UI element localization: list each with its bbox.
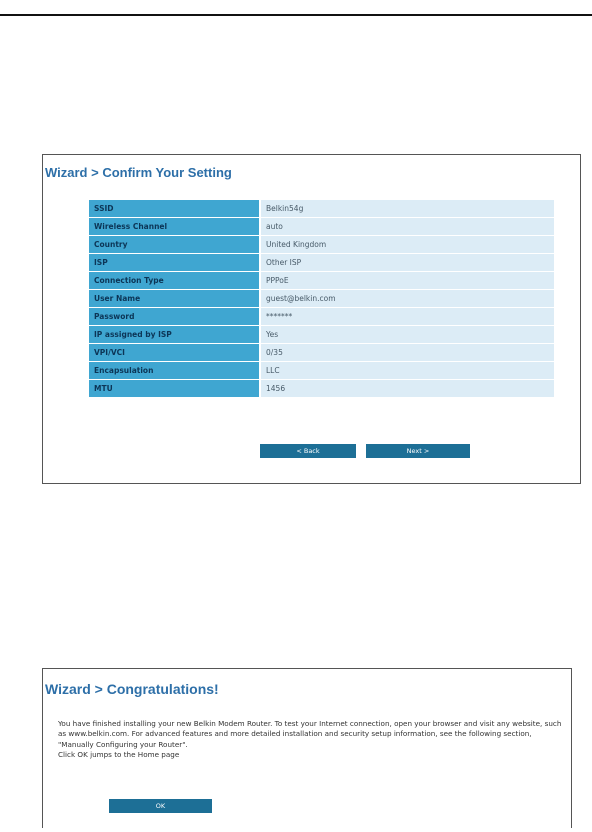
table-row-user-name [89, 290, 554, 307]
table-row-ip-assigned [89, 326, 554, 343]
row-label: IP assigned by ISP [89, 326, 259, 343]
row-value: Yes [259, 326, 554, 343]
row-label: MTU [89, 380, 259, 397]
row-label: SSID [89, 200, 259, 217]
next-button[interactable]: Next > [366, 444, 470, 458]
congrats-panel-title: Wizard > Congratulations! [45, 681, 219, 697]
table-row-encapsulation [89, 362, 554, 379]
confirm-settings-panel [42, 154, 581, 484]
table-row-ssid [89, 200, 554, 217]
ok-button[interactable]: OK [109, 799, 212, 813]
row-label: ISP [89, 254, 259, 271]
row-value: Belkin54g [259, 200, 554, 217]
congratulations-panel [42, 668, 572, 828]
row-value: LLC [259, 362, 554, 379]
page-top-rule [0, 14, 592, 16]
row-value: guest@belkin.com [259, 290, 554, 307]
table-row-mtu [89, 380, 554, 397]
table-row-password [89, 308, 554, 325]
row-label: Country [89, 236, 259, 253]
back-button[interactable]: < Back [260, 444, 356, 458]
row-value: ******* [259, 308, 554, 325]
ok-hint: Click OK jumps to the Home page [58, 750, 180, 760]
row-value: United Kingdom [259, 236, 554, 253]
row-label: Password [89, 308, 259, 325]
table-row-country [89, 236, 554, 253]
congrats-message: You have finished installing your new Belkin Modem Router. To test your Internet connection, open your browser and visit any website, such as www.belkin.com. For advanced features and more detailed installation and security setup information, see the following section, "Manually Configuring your Router". [58, 719, 562, 749]
table-row-connection-type [89, 272, 554, 289]
row-label: VPI/VCI [89, 344, 259, 361]
congrats-message-block [58, 719, 563, 761]
table-row-wireless-channel [89, 218, 554, 235]
row-value: 1456 [259, 380, 554, 397]
row-value: Other ISP [259, 254, 554, 271]
settings-table [89, 199, 554, 398]
table-row-isp [89, 254, 554, 271]
confirm-panel-title: Wizard > Confirm Your Setting [45, 165, 232, 180]
row-label: Connection Type [89, 272, 259, 289]
row-value: 0/35 [259, 344, 554, 361]
row-value: auto [259, 218, 554, 235]
table-row-vpi-vci [89, 344, 554, 361]
row-label: Encapsulation [89, 362, 259, 379]
row-value: PPPoE [259, 272, 554, 289]
row-label: User Name [89, 290, 259, 307]
row-label: Wireless Channel [89, 218, 259, 235]
